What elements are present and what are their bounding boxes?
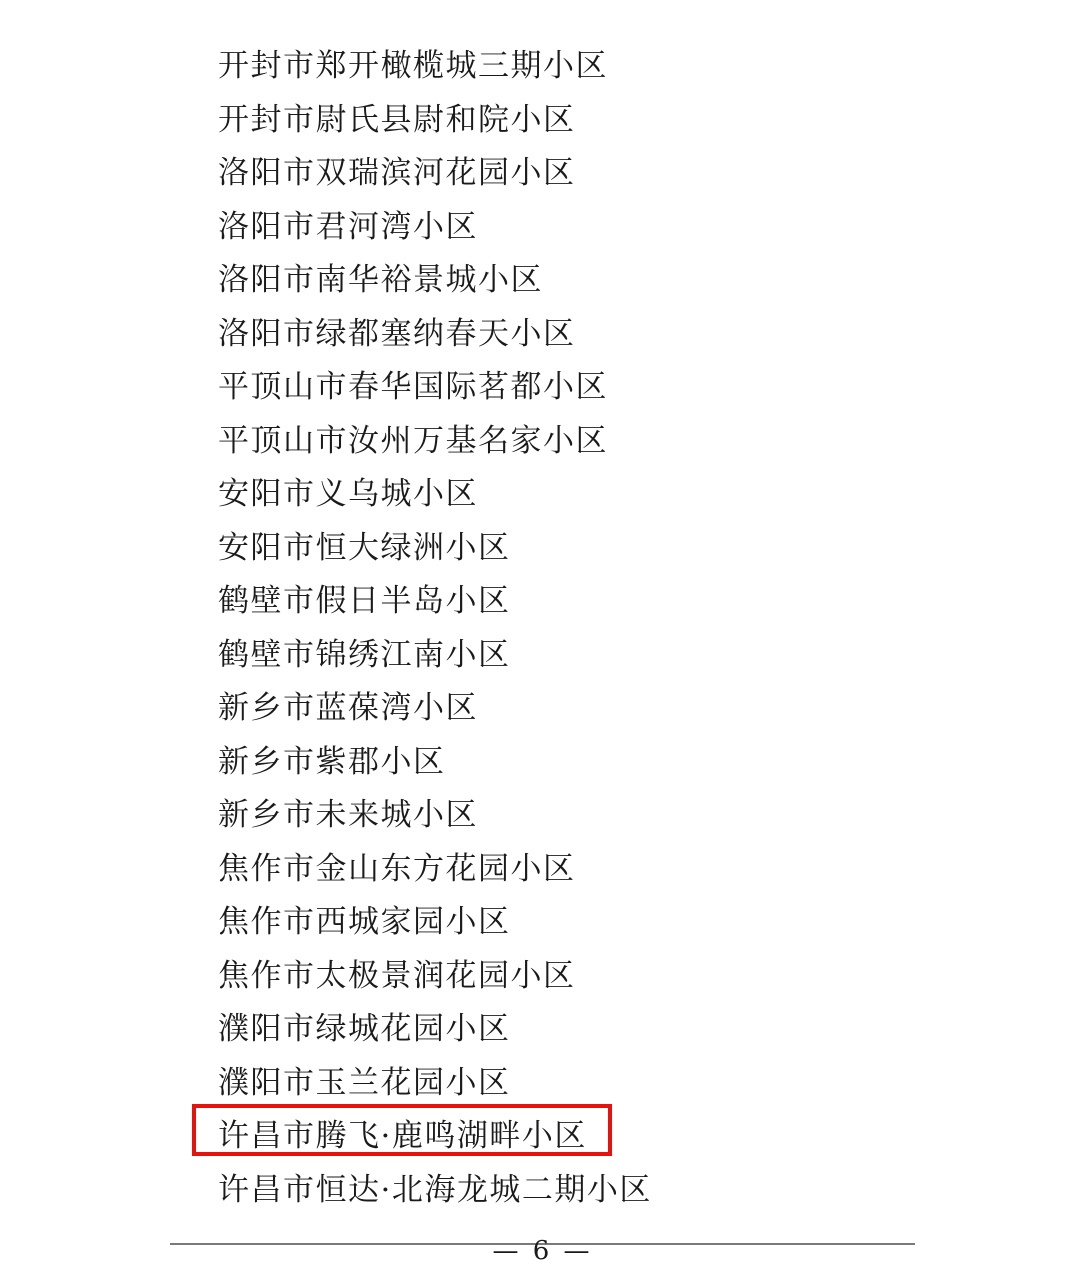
list-item <box>218 789 918 843</box>
list-item-text: 洛阳市君河湾小区 <box>218 208 478 245</box>
list-item-text: 濮阳市绿城花园小区 <box>218 1011 511 1047</box>
list-item-text: 鹤壁市锦绣江南小区 <box>218 636 511 673</box>
list-item-text: 洛阳市双瑞滨河花园小区 <box>218 155 576 191</box>
list-item <box>218 94 918 148</box>
list-item <box>218 736 918 790</box>
list-item-highlighted <box>218 1110 918 1164</box>
list-item-text: 许昌市腾飞·鹿鸣湖畔小区 <box>218 1118 587 1154</box>
list-item-text: 安阳市恒大绿洲小区 <box>218 529 511 566</box>
list-item-text: 焦作市金山东方花园小区 <box>218 850 576 887</box>
list-item-text: 平顶山市春华国际茗都小区 <box>218 369 608 405</box>
list-item <box>218 1003 918 1057</box>
list-item <box>218 843 918 897</box>
list-item <box>218 308 918 362</box>
list-item <box>218 896 918 950</box>
list-item <box>218 40 918 94</box>
list-item-text: 新乡市紫郡小区 <box>218 743 446 780</box>
list-item-text: 洛阳市绿都塞纳春天小区 <box>218 315 576 352</box>
list-item-text: 濮阳市玉兰花园小区 <box>218 1064 511 1101</box>
list-item <box>218 468 918 522</box>
list-item-text: 许昌市恒达·北海龙城二期小区 <box>218 1171 652 1208</box>
list-item-text: 新乡市未来城小区 <box>218 797 478 833</box>
list-item <box>218 629 918 683</box>
list-item <box>218 522 918 576</box>
list-item-text: 焦作市太极景润花园小区 <box>218 957 576 994</box>
list-item-text: 焦作市西城家园小区 <box>218 904 511 940</box>
list-item-text: 鹤壁市假日半岛小区 <box>218 583 511 619</box>
document-body <box>218 40 918 1217</box>
list-item-text: 开封市尉氏县尉和院小区 <box>218 101 576 138</box>
list-item <box>218 1164 918 1218</box>
list-item <box>218 361 918 415</box>
list-item <box>218 1057 918 1111</box>
list-item-text: 洛阳市南华裕景城小区 <box>218 262 543 298</box>
list-item <box>218 254 918 308</box>
list-item-text: 开封市郑开橄榄城三期小区 <box>218 48 608 84</box>
list-item <box>218 682 918 736</box>
page-number: — 6 — <box>492 1236 593 1266</box>
list-item-text: 新乡市蓝葆湾小区 <box>218 690 478 726</box>
list-item <box>218 201 918 255</box>
list-item <box>218 575 918 629</box>
list-item-text: 安阳市义乌城小区 <box>218 476 478 512</box>
list-item <box>218 415 918 469</box>
list-item <box>218 950 918 1004</box>
list-item-text: 平顶山市汝州万基名家小区 <box>218 422 608 459</box>
list-item <box>218 147 918 201</box>
